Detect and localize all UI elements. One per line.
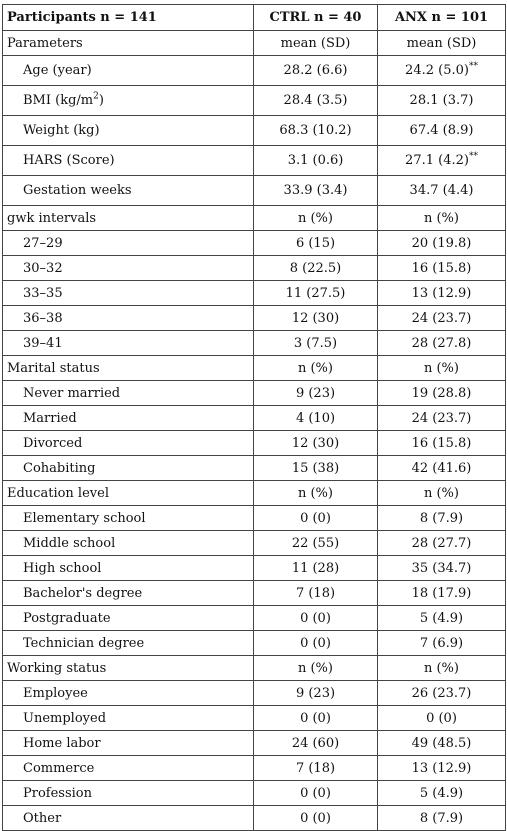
ctrl-value-text: 11 (27.5) [285,285,346,301]
ctrl-value-text: 7 (18) [295,585,336,601]
row-label-text: Age (year) [23,63,92,78]
anx-value-text: n (%) [423,210,459,226]
ctrl-value [254,31,378,56]
ctrl-value [254,456,378,481]
anx-value [378,681,506,706]
ctrl-value-text: 6 (15) [295,235,336,251]
ctrl-value [254,631,378,656]
ctrl-value-text: 0 (0) [300,785,331,801]
anx-value-text: 16 (15.8) [411,260,472,276]
ctrl-value-text: 15 (38) [291,460,340,476]
row-label-text: Cohabiting [23,460,96,476]
ctrl-value-text: 28.2 (6.6) [283,63,348,78]
row-label [3,116,254,146]
ctrl-value [254,356,378,381]
row-label-text: 33–35 [23,285,63,301]
table-row [3,606,506,631]
table-row [3,631,506,656]
table-row [3,531,506,556]
table-row [3,656,506,681]
row-label-text: Middle school [23,535,116,551]
row-label-text: 39–41 [23,335,63,351]
row-label-text: Other [23,810,62,826]
section-label [3,31,254,56]
ctrl-value-text: n (%) [297,485,333,501]
anx-value [378,481,506,506]
ctrl-value-text: 0 (0) [300,810,331,826]
row-label [3,331,254,356]
table-row [3,146,506,176]
anx-value-text: 24 (23.7) [411,410,472,426]
table-row [3,176,506,206]
anx-value [378,581,506,606]
ctrl-value-text: 7 (18) [295,760,336,776]
row-label [3,456,254,481]
anx-value [378,116,506,146]
ctrl-value [254,606,378,631]
anx-value [378,356,506,381]
row-label-text: 36–38 [23,310,63,326]
anx-value-text: 8 (7.9) [419,810,464,826]
anx-value-text: 28 (27.8) [411,335,472,351]
row-label-text: Divorced [23,435,83,451]
anx-value [378,176,506,206]
row-label-text: Parameters [7,35,83,51]
row-label [3,731,254,756]
row-label-text: Unemployed [23,710,107,726]
anx-value [378,556,506,581]
anx-value [378,206,506,231]
row-label [3,381,254,406]
anx-value [378,606,506,631]
anx-value-text: mean (SD) [406,35,477,51]
row-label [3,581,254,606]
anx-value [378,231,506,256]
ctrl-value [254,731,378,756]
row-label [3,506,254,531]
table-row [3,431,506,456]
row-label-text: Working status [7,660,107,676]
row-label [3,681,254,706]
anx-value [378,31,506,56]
anx-value-text: 7 (6.9) [419,635,464,651]
table-row [3,331,506,356]
anx-value-text: 42 (41.6) [411,460,472,476]
table-row [3,356,506,381]
anx-value [378,531,506,556]
row-label [3,806,254,831]
anx-value-text: 35 (34.7) [411,560,472,576]
row-label [3,431,254,456]
anx-value [378,731,506,756]
row-label [3,406,254,431]
anx-value-text: 67.4 (8.9) [409,123,474,138]
table-row [3,281,506,306]
ctrl-value-text: 24 (60) [291,735,340,751]
anx-value-text: 5 (4.9) [419,785,464,801]
table-row [3,481,506,506]
row-label-text: Profession [23,785,92,801]
table-row [3,781,506,806]
table-row [3,406,506,431]
table-row [3,86,506,116]
table-row [3,806,506,831]
anx-value-text: 24 (23.7) [411,310,472,326]
row-label [3,706,254,731]
ctrl-value-text: mean (SD) [280,35,351,51]
table-row [3,556,506,581]
anx-value [378,456,506,481]
table-row [3,506,506,531]
row-label [3,231,254,256]
ctrl-value-text: n (%) [297,210,333,226]
table-row [3,256,506,281]
table-row [3,231,506,256]
anx-value-text: n (%) [423,485,459,501]
ctrl-value-text: 9 (23) [295,685,336,701]
anx-value [378,381,506,406]
ctrl-value-text: 22 (55) [291,535,340,551]
anx-value-text: 18 (17.9) [411,585,472,601]
ctrl-value-text: 3.1 (0.6) [287,153,344,168]
ctrl-value-text: 12 (30) [291,310,340,326]
header-row [3,5,506,31]
anx-value-text: 24.2 (5.0) [405,63,469,78]
anx-value [378,306,506,331]
ctrl-value [254,256,378,281]
table-row [3,706,506,731]
anx-value-text: 49 (48.5) [411,735,472,751]
ctrl-value [254,481,378,506]
row-label [3,281,254,306]
ctrl-value-text: 9 (23) [295,385,336,401]
ctrl-value [254,56,378,86]
ctrl-value [254,176,378,206]
anx-value [378,281,506,306]
anx-value-text: 0 (0) [426,710,457,726]
anx-value-text: 28.1 (3.7) [409,93,474,108]
ctrl-value [254,116,378,146]
section-label [3,656,254,681]
table-row [3,306,506,331]
label-superscript: 2 [93,91,99,102]
ctrl-value [254,656,378,681]
ctrl-value [254,506,378,531]
row-label [3,56,254,86]
anx-value-text: n (%) [423,660,459,676]
section-label [3,356,254,381]
ctrl-value-text: 11 (28) [291,560,340,576]
row-label-text: Technician degree [23,635,145,651]
table-row [3,756,506,781]
row-label-text: 30–32 [23,260,63,276]
table-row [3,731,506,756]
ctrl-value-text: 0 (0) [300,710,331,726]
anx-value [378,431,506,456]
row-label [3,176,254,206]
ctrl-value [254,581,378,606]
row-label-text: Never married [23,385,121,401]
anx-value [378,406,506,431]
header-anx: ANX n = 101 [378,5,506,31]
row-label [3,631,254,656]
ctrl-value [254,681,378,706]
ctrl-value [254,281,378,306]
anx-value [378,331,506,356]
anx-value [378,256,506,281]
ctrl-value [254,306,378,331]
participants-table [2,4,506,831]
header-ctrl: CTRL n = 40 [254,5,378,31]
row-label-text: Home labor [23,735,101,751]
ctrl-value [254,556,378,581]
row-label-text: Elementary school [23,510,146,526]
ctrl-value [254,231,378,256]
row-label-text: BMI (kg/m [23,93,94,108]
row-label [3,781,254,806]
ctrl-value-text: n (%) [297,660,333,676]
ctrl-value [254,781,378,806]
row-label-text: Commerce [23,760,95,776]
anx-value-text: 20 (19.8) [411,235,472,251]
table-row [3,581,506,606]
ctrl-value [254,406,378,431]
anx-value-text: 27.1 (4.2) [405,153,469,168]
row-label-text: Education level [7,485,109,501]
row-label-text: High school [23,560,102,576]
row-label [3,86,254,116]
ctrl-value-text: 28.4 (3.5) [283,93,348,108]
anx-value-text: 26 (23.7) [411,685,472,701]
table-row [3,381,506,406]
row-label [3,606,254,631]
row-label [3,306,254,331]
row-label [3,146,254,176]
ctrl-value-text: 3 (7.5) [293,335,338,351]
anx-value [378,631,506,656]
ctrl-value [254,86,378,116]
row-label [3,531,254,556]
ctrl-value-text: 0 (0) [300,610,331,626]
anx-value [378,781,506,806]
header-participants: Participants n = 141 [3,5,254,31]
anx-value [378,656,506,681]
significance-marker: ** [468,61,478,72]
anx-value-text: 5 (4.9) [419,610,464,626]
row-label-text: Weight (kg) [23,123,100,138]
anx-value-text: 19 (28.8) [411,385,472,401]
row-label-text: Married [23,410,77,426]
anx-value [378,756,506,781]
row-label-tail: ) [98,93,104,108]
table-row [3,31,506,56]
anx-value-text: 13 (12.9) [411,760,472,776]
table-row [3,206,506,231]
anx-value-text: 28 (27.7) [411,535,472,551]
ctrl-value-text: 4 (10) [295,410,336,426]
significance-marker: ** [468,151,478,162]
ctrl-value [254,531,378,556]
anx-value-text: 34.7 (4.4) [409,183,474,198]
ctrl-value [254,381,378,406]
table-row [3,116,506,146]
row-label-text: HARS (Score) [23,153,115,168]
anx-value-text: n (%) [423,360,459,376]
section-label [3,481,254,506]
anx-value-text: 13 (12.9) [411,285,472,301]
ctrl-value [254,431,378,456]
ctrl-value-text: 0 (0) [300,635,331,651]
table-row [3,56,506,86]
anx-value [378,806,506,831]
ctrl-value-text: 0 (0) [300,510,331,526]
section-label [3,206,254,231]
ctrl-value [254,756,378,781]
row-label-text: Gestation weeks [23,183,132,198]
table-body [3,31,506,831]
ctrl-value-text: 8 (22.5) [289,260,342,276]
ctrl-value-text: 68.3 (10.2) [279,123,352,138]
ctrl-value [254,146,378,176]
table-row [3,681,506,706]
row-label-text: Employee [23,685,88,701]
row-label-text: gwk intervals [7,210,97,226]
anx-value [378,506,506,531]
row-label-text: 27–29 [23,235,63,251]
ctrl-value-text: 33.9 (3.4) [283,183,348,198]
table-row [3,456,506,481]
row-label [3,256,254,281]
anx-value [378,56,506,86]
row-label [3,756,254,781]
ctrl-value-text: n (%) [297,360,333,376]
anx-value [378,146,506,176]
ctrl-value-text: 12 (30) [291,435,340,451]
ctrl-value [254,206,378,231]
ctrl-value [254,806,378,831]
row-label-text: Bachelor's degree [23,585,143,601]
anx-value [378,706,506,731]
anx-value [378,86,506,116]
ctrl-value [254,331,378,356]
anx-value-text: 16 (15.8) [411,435,472,451]
row-label [3,556,254,581]
row-label-text: Marital status [7,360,100,376]
anx-value-text: 8 (7.9) [419,510,464,526]
row-label-text: Postgraduate [23,610,111,626]
ctrl-value [254,706,378,731]
